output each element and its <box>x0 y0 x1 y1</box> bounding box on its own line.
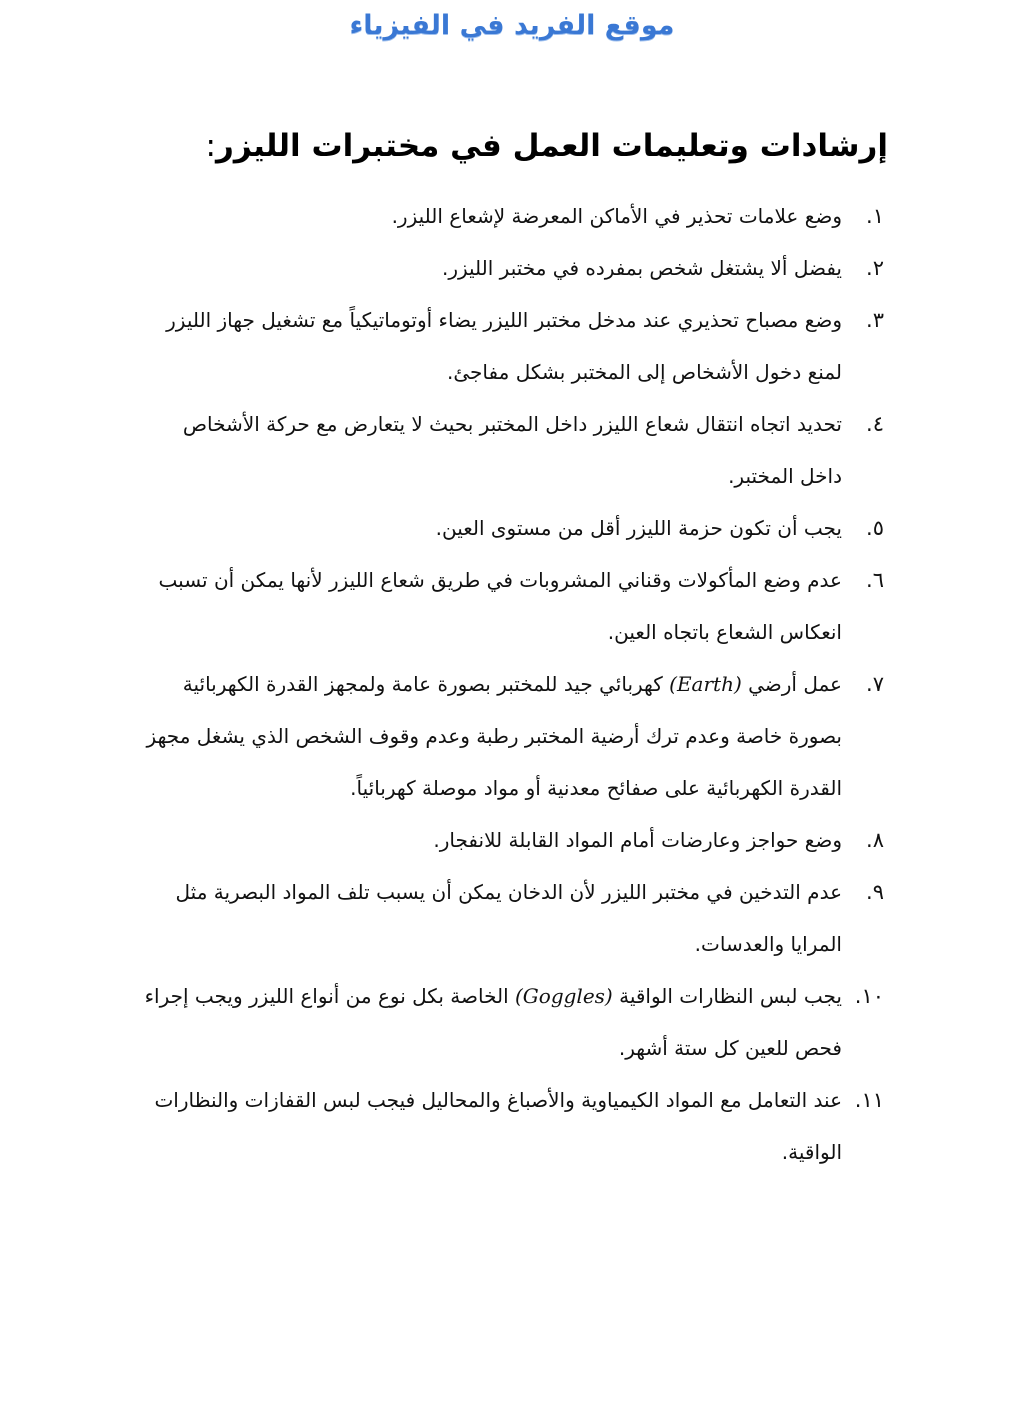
list-item-text <box>140 658 842 814</box>
list-item <box>140 398 884 502</box>
instructions-list <box>140 190 884 1178</box>
list-item-number: ٤. <box>866 412 884 436</box>
latin-term: (Goggles) <box>515 984 613 1008</box>
list-item <box>140 242 884 294</box>
list-item-number: ٧. <box>866 672 884 696</box>
document-title <box>206 128 888 164</box>
list-item-number: ٥. <box>866 516 884 540</box>
list-item-text: عدم وضع المأكولات وقناني المشروبات في طريق شعاع الليزر لأنها يمكن أن تسبب انعكاس الشعاع باتجاه العين. <box>158 568 842 644</box>
site-name-header: موقع الفريد في الفيزياء <box>349 10 675 41</box>
list-item <box>140 814 884 866</box>
list-item <box>140 294 884 398</box>
list-item-text: يجب أن تكون حزمة الليزر أقل من مستوى العين. <box>435 516 842 540</box>
list-item-number: ٩. <box>866 880 884 904</box>
list-item-text-after: كهربائي جيد للمختبر بصورة عامة ولمجهز القدرة الكهربائية بصورة خاصة وعدم ترك أرضية المختبر رطبة وعدم وقوف الشخص الذي يشغل مجهز القدرة الكهربائية على صفائح معدنية أو مواد موصلة كهربائياً. <box>146 672 842 800</box>
list-item <box>140 554 884 658</box>
document-title-colon: : <box>205 128 216 164</box>
list-item-text-after: الخاصة بكل نوع من أنواع الليزر ويجب إجراء فحص للعين كل ستة أشهر. <box>144 984 842 1060</box>
list-item-number: ٢. <box>866 256 884 280</box>
list-item-text: وضع حواجز وعارضات أمام المواد القابلة للانفجار. <box>433 828 842 852</box>
list-item-text-before: يجب لبس النظارات الواقية <box>612 984 842 1008</box>
list-item-number: ٨. <box>866 828 884 852</box>
list-item <box>140 970 884 1074</box>
list-item-text: تحديد اتجاه انتقال شعاع الليزر داخل المختبر بحيث لا يتعارض مع حركة الأشخاص داخل المختبر. <box>182 412 842 488</box>
list-item-text: يفضل ألا يشتغل شخص بمفرده في مختبر الليزر. <box>441 256 842 280</box>
list-item-text: عدم التدخين في مختبر الليزر لأن الدخان يمكن أن يسبب تلف المواد البصرية مثل المرايا والعدسات. <box>175 880 842 956</box>
latin-term: (Earth) <box>669 672 742 696</box>
list-item <box>140 658 884 814</box>
list-item <box>140 190 884 242</box>
list-item <box>140 1074 884 1178</box>
list-item-number: ٣. <box>866 308 884 332</box>
list-item-number: ١١. <box>854 1088 884 1112</box>
list-item-text <box>140 970 842 1074</box>
list-item <box>140 866 884 970</box>
list-item-number: ٦. <box>866 568 884 592</box>
list-item <box>140 502 884 554</box>
list-item-number: ١. <box>866 204 884 228</box>
list-item-text: وضع علامات تحذير في الأماكن المعرضة لإشعاع الليزر. <box>391 204 842 228</box>
document-title-text: إرشادات وتعليمات العمل في مختبرات الليزر <box>215 128 888 164</box>
list-item-text-before: عمل أرضي <box>741 672 842 696</box>
list-item-text: وضع مصباح تحذيري عند مدخل مختبر الليزر يضاء أوتوماتيكياً مع تشغيل جهاز الليزر لمنع دخول الأشخاص إلى المختبر بشكل مفاجئ. <box>166 308 842 384</box>
list-item-number: ١٠. <box>854 984 884 1008</box>
list-item-text: عند التعامل مع المواد الكيمياوية والأصباغ والمحاليل فيجب لبس القفازات والنظارات الواقية. <box>154 1088 842 1164</box>
